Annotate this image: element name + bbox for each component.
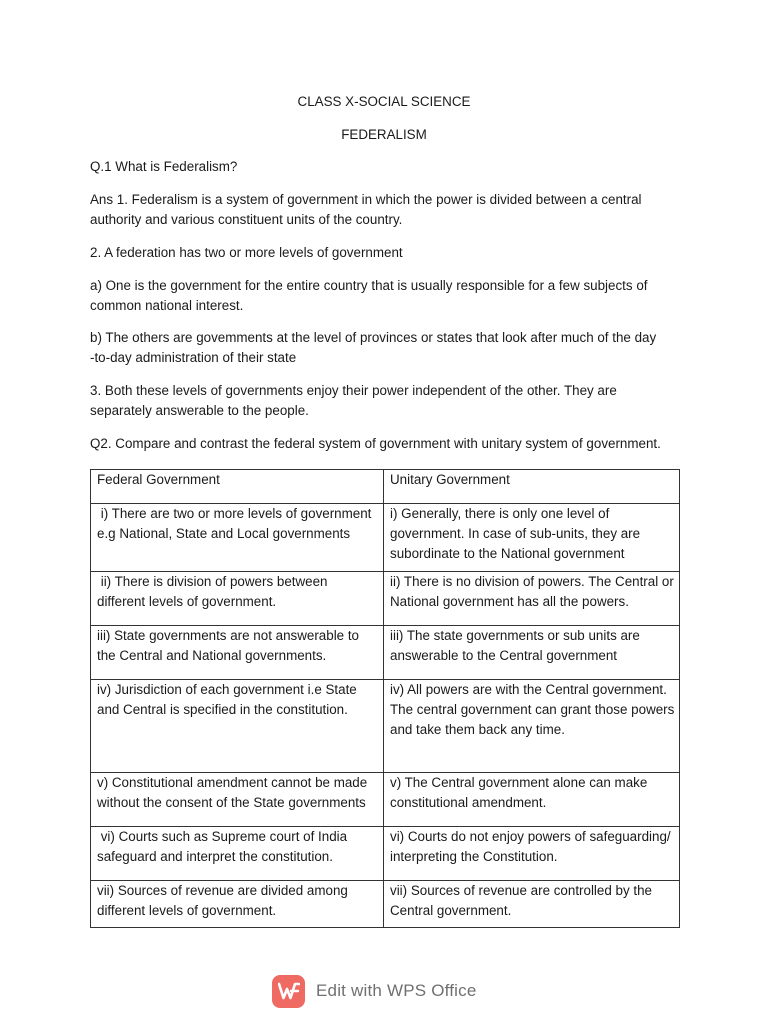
table-cell-federal: iv) Jurisdiction of each government i.e State and Central is specified in the constitution. xyxy=(91,680,384,773)
table-row xyxy=(91,881,680,928)
answer-1-line-2: authority and various constituent units of the country. xyxy=(90,212,403,227)
point-2: 2. A federation has two or more levels of government xyxy=(90,245,403,260)
wps-logo-icon xyxy=(272,975,305,1008)
point-3-line-2: separately answerable to the people. xyxy=(90,403,309,418)
table-row xyxy=(91,827,680,881)
point-a xyxy=(90,276,690,316)
point-a-line-1: a) One is the government for the entire country that is usually responsible for a few subjects of xyxy=(90,278,648,293)
wps-edit-link[interactable]: Edit with WPS Office xyxy=(316,981,477,1000)
point-3-line-1: 3. Both these levels of governments enjoy their power independent of the other. They are xyxy=(90,383,617,398)
table-row xyxy=(91,680,680,773)
answer-1 xyxy=(90,190,690,230)
table-row xyxy=(91,504,680,572)
question-1: Q.1 What is Federalism? xyxy=(90,159,238,174)
table-cell-federal: iii) State governments are not answerable to the Central and National governments. xyxy=(91,626,384,680)
document-subtitle: FEDERALISM xyxy=(341,127,427,142)
table-row xyxy=(91,572,680,626)
document-title: CLASS X-SOCIAL SCIENCE xyxy=(297,94,471,109)
point-b-line-1: b) The others are govemments at the level of provinces or states that look after much of the day xyxy=(90,330,657,345)
table-cell-federal: vii) Sources of revenue are divided among different levels of government. xyxy=(91,881,384,928)
table-cell-unitary: iv) All powers are with the Central government. The central government can grant those powers and take them back any time. xyxy=(384,680,680,773)
table-cell-unitary: i) Generally, there is only one level of government. In case of sub-units, they are subordinate to the National government xyxy=(384,504,680,572)
table-row xyxy=(91,626,680,680)
table-cell-unitary: iii) The state governments or sub units are answerable to the Central government xyxy=(384,626,680,680)
point-b xyxy=(90,328,690,368)
answer-1-line-1: Ans 1. Federalism is a system of government in which the power is divided between a central xyxy=(90,192,642,207)
table-cell-unitary: vi) Courts do not enjoy powers of safeguarding/ interpreting the Constitution. xyxy=(384,827,680,881)
table-header-federal: Federal Government xyxy=(91,470,384,504)
table-cell-unitary: v) The Central government alone can make constitutional amendment. xyxy=(384,773,680,827)
point-3 xyxy=(90,381,690,421)
point-a-line-2: common national interest. xyxy=(90,298,244,313)
table-header-unitary: Unitary Government xyxy=(384,470,680,504)
point-b-line-2: -to-day administration of their state xyxy=(90,350,297,365)
table-cell-federal: i) There are two or more levels of government e.g National, State and Local governments xyxy=(91,504,384,572)
table-header-row xyxy=(91,470,680,504)
table-cell-unitary: vii) Sources of revenue are controlled by the Central government. xyxy=(384,881,680,928)
table-cell-federal: ii) There is division of powers between different levels of government. xyxy=(91,572,384,626)
table-row xyxy=(91,773,680,827)
table-cell-unitary: ii) There is no division of powers. The Central or National government has all the powers. xyxy=(384,572,680,626)
table-cell-federal: v) Constitutional amendment cannot be made without the consent of the State governments xyxy=(91,773,384,827)
table-cell-federal: vi) Courts such as Supreme court of India safeguard and interpret the constitution. xyxy=(91,827,384,881)
question-2: Q2. Compare and contrast the federal system of government with unitary system of government. xyxy=(90,436,661,451)
comparison-table xyxy=(90,469,680,928)
wps-office-banner[interactable] xyxy=(272,974,477,1008)
